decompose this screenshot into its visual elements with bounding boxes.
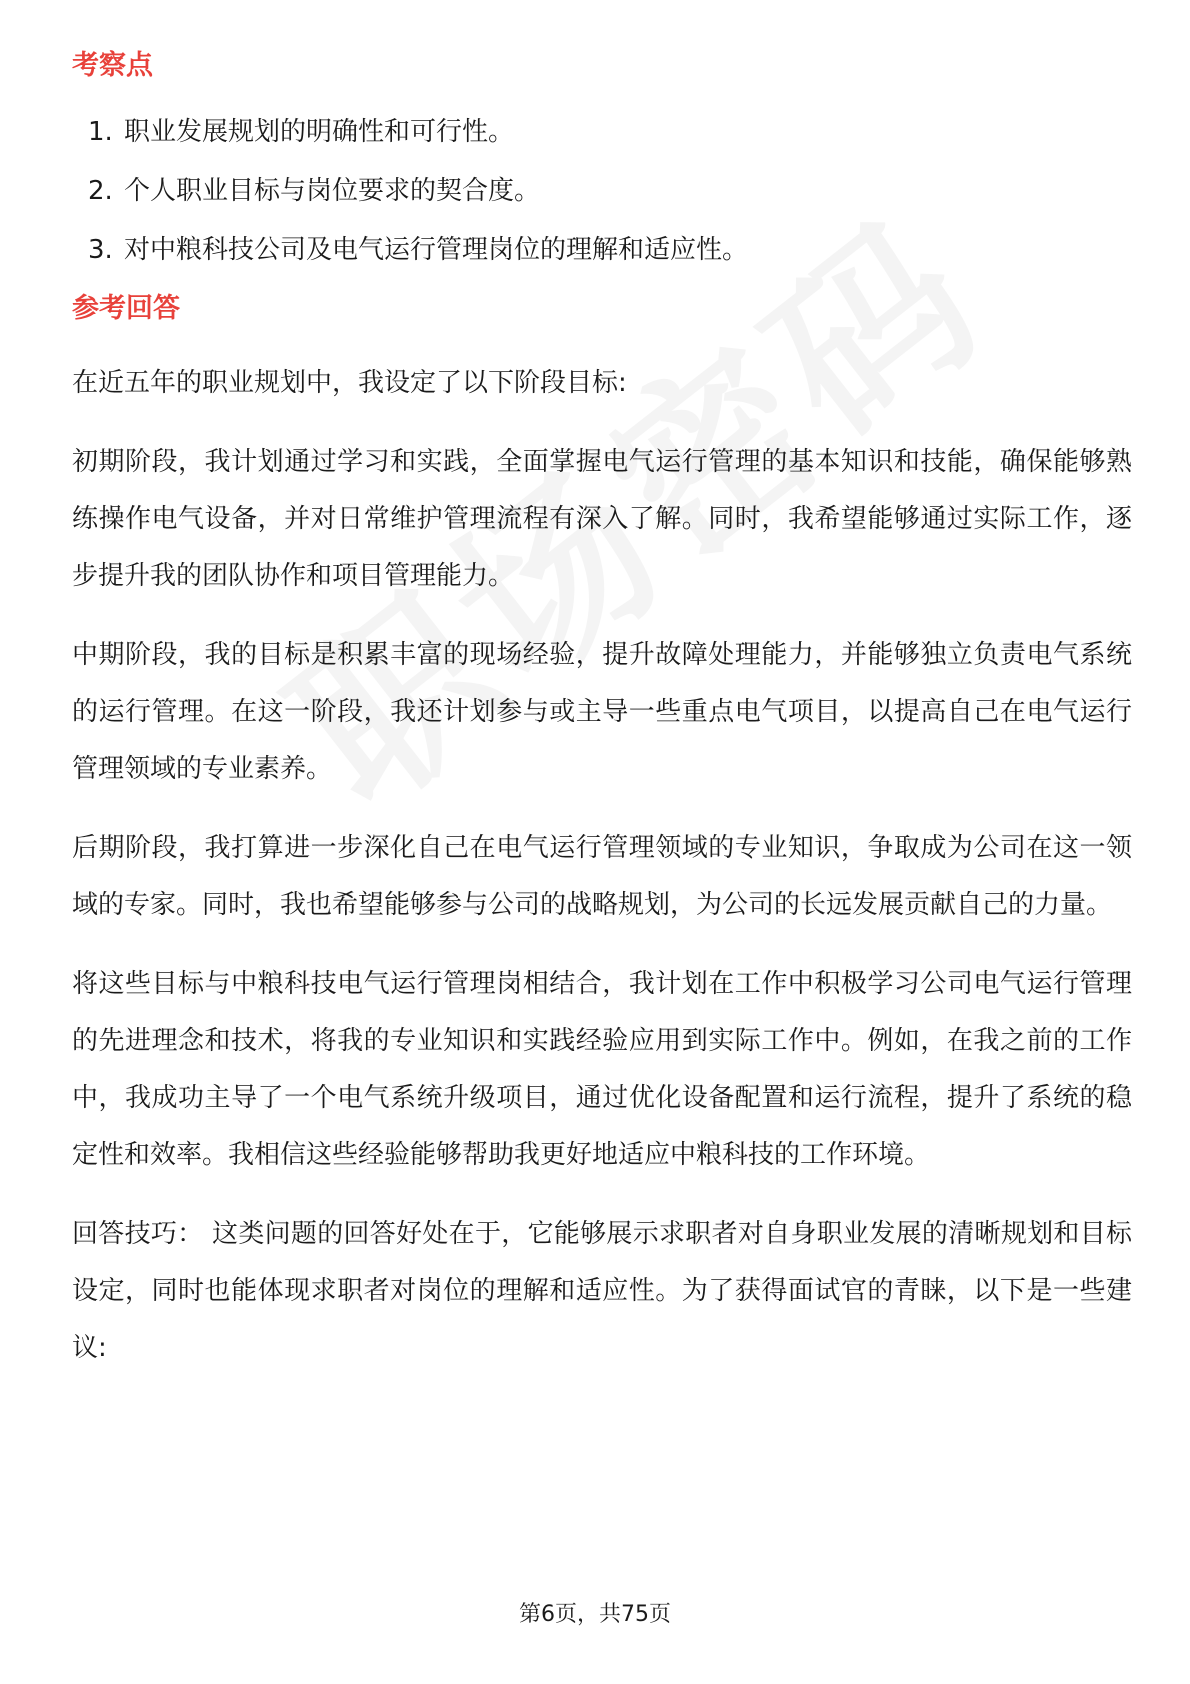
list-item-text: 职业发展规划的明确性和可行性。	[124, 117, 515, 147]
list-item-number: 3.	[88, 235, 113, 265]
section-title-reference-answer: 参考回答	[72, 293, 180, 324]
list-item-text: 对中粮科技公司及电气运行管理岗位的理解和适应性。	[124, 235, 749, 265]
page-content	[72, 46, 1132, 1377]
list-item-number: 2.	[88, 176, 113, 206]
answer-late-stage-paragraph: 后期阶段，我打算进一步深化自己在电气运行管理领域的专业知识，争取成为公司在这一领域的专家。同时，我也希望能够参与公司的战略规划，为公司的长远发展贡献自己的力量。	[72, 833, 1132, 920]
list-item-text: 个人职业目标与岗位要求的契合度。	[124, 176, 541, 206]
answer-mid-stage-paragraph: 中期阶段，我的目标是积累丰富的现场经验，提升故障处理能力，并能够独立负责电气系统的运行管理。在这一阶段，我还计划参与或主导一些重点电气项目，以提高自己在电气运行管理领域的专业素养。	[72, 640, 1132, 784]
list-item	[72, 112, 1132, 152]
exam-points-list	[72, 112, 1132, 270]
page-number-footer: 第6页，共75页	[519, 1602, 671, 1627]
section-title-exam-points: 考察点	[72, 50, 153, 81]
list-item	[72, 171, 1132, 211]
answer-combination-paragraph: 将这些目标与中粮科技电气运行管理岗相结合，我计划在工作中积极学习公司电气运行管理的先进理念和技术，将我的专业知识和实践经验应用到实际工作中。例如，在我之前的工作中，我成功主导了一个电气系统升级项目，通过优化设备配置和运行流程，提升了系统的稳定性和效率。我相信这些经验能够帮助我更好地适应中粮科技的工作环境。	[72, 969, 1132, 1170]
answer-tips-paragraph: 回答技巧： 这类问题的回答好处在于，它能够展示求职者对自身职业发展的清晰规划和目标设定，同时也能体现求职者对岗位的理解和适应性。为了获得面试官的青睐，以下是一些建议:	[72, 1219, 1132, 1363]
answer-intro-paragraph: 在近五年的职业规划中，我设定了以下阶段目标:	[72, 368, 627, 398]
list-item	[72, 230, 1132, 270]
answer-early-stage-paragraph: 初期阶段，我计划通过学习和实践，全面掌握电气运行管理的基本知识和技能，确保能够熟练操作电气设备，并对日常维护管理流程有深入了解。同时，我希望能够通过实际工作，逐步提升我的团队协作和项目管理能力。	[72, 447, 1132, 591]
list-item-number: 1.	[88, 117, 113, 147]
